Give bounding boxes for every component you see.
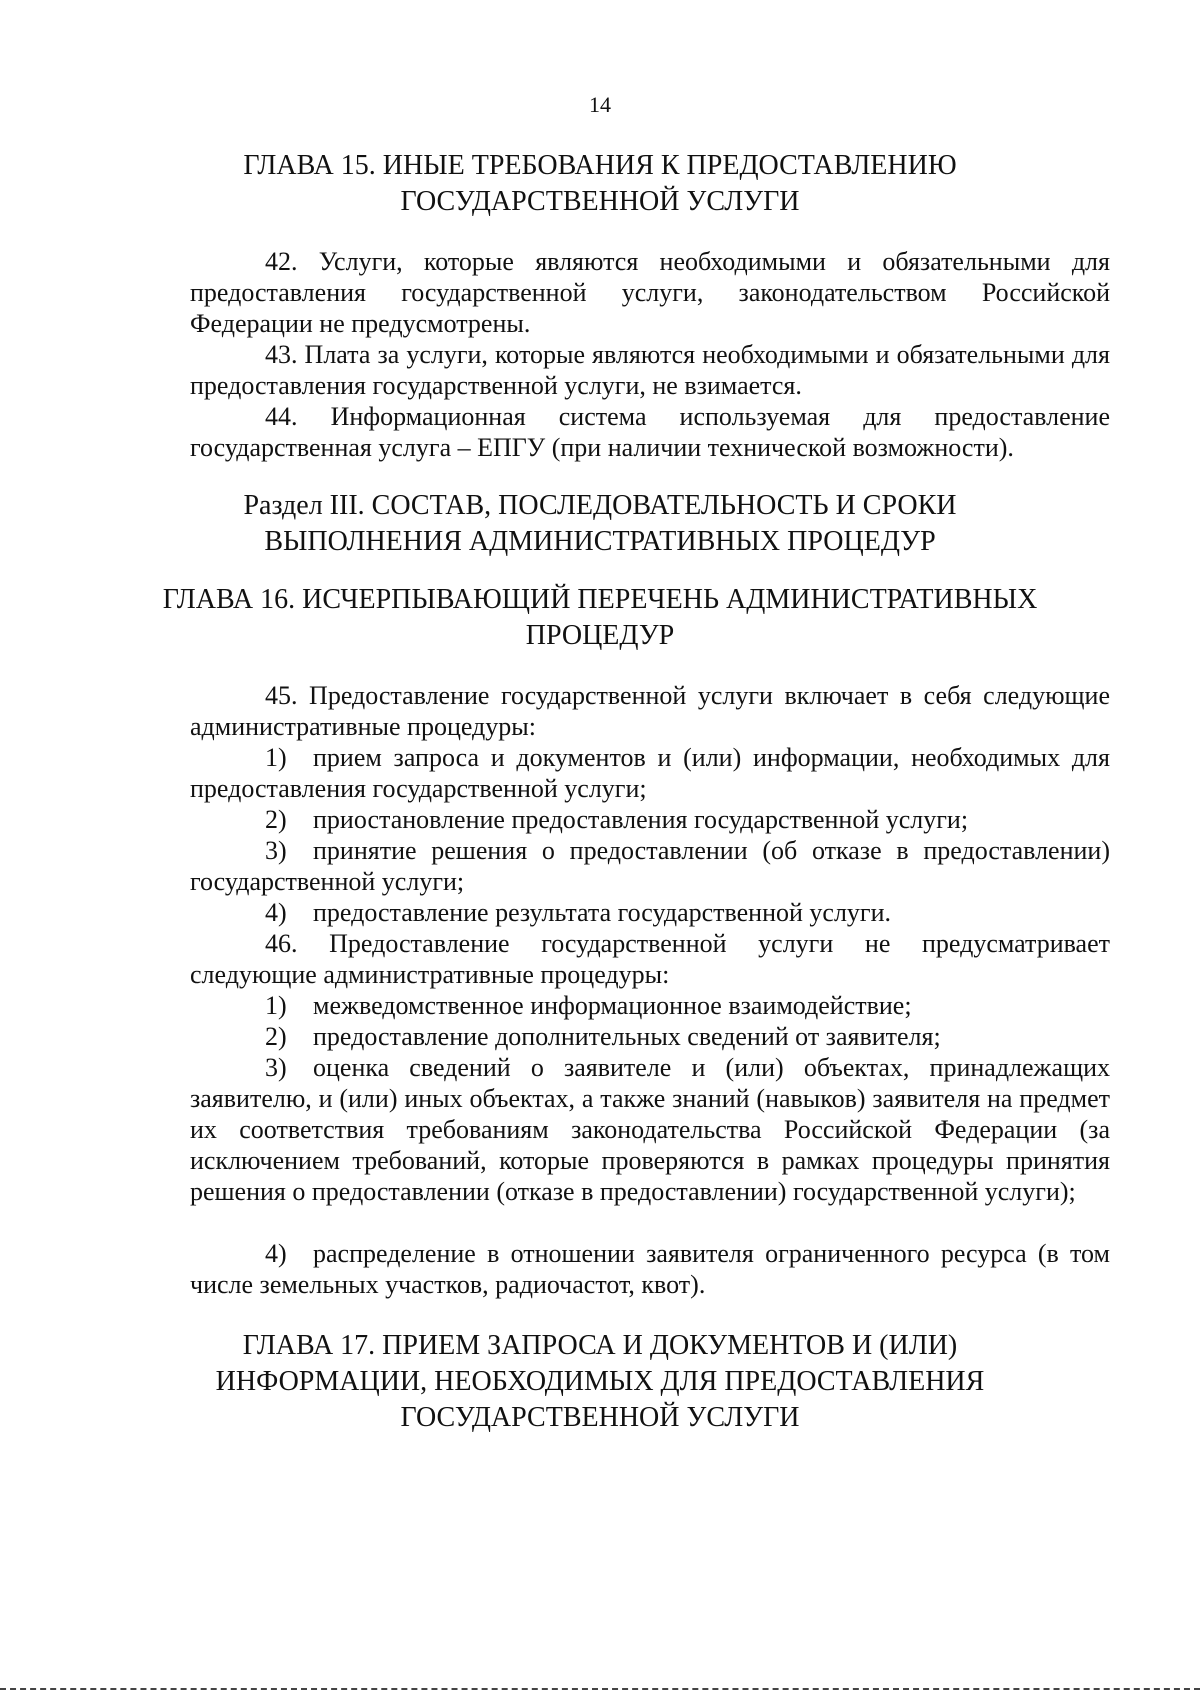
p46-item-1: 1) межведомственное информационное взаимодействие; (265, 991, 912, 1020)
p45-item-1: 1) прием запроса и документов и (или) информации, необходимых для предоставления государственной услуги; (190, 743, 1110, 803)
chapter-17-title: ГЛАВА 17. ПРИЕМ ЗАПРОСА И ДОКУМЕНТОВ И (ИЛИ) ИНФОРМАЦИИ, НЕОБХОДИМЫХ ДЛЯ ПРЕДОСТАВЛЕНИЯ ГОСУДАРСТВЕННОЙ УСЛУГИ (215, 1330, 985, 1433)
page-number: 14 (589, 92, 611, 117)
paragraph-43: 43. Плата за услуги, которые являются необходимыми и обязательными для предоставления государственной услуги, не взимается. (190, 340, 1110, 400)
chapter-15-title: ГЛАВА 15. ИНЫЕ ТРЕБОВАНИЯ К ПРЕДОСТАВЛЕНИЮ ГОСУДАРСТВЕННОЙ УСЛУГИ (243, 150, 957, 217)
section-3-title: Раздел III. СОСТАВ, ПОСЛЕДОВАТЕЛЬНОСТЬ И СРОКИ ВЫПОЛНЕНИЯ АДМИНИСТРАТИВНЫХ ПРОЦЕДУР (243, 490, 957, 557)
p45-item-3: 3) принятие решения о предоставлении (об отказе в предоставлении) государственной услуги; (190, 836, 1110, 896)
paragraph-44: 44. Информационная система используемая для предоставление государственная услуга – ЕПГУ (при наличии технической возможности). (190, 402, 1110, 462)
p46-item-3: 3) оценка сведений о заявителе и (или) объектах, принадлежащих заявителю, и (или) иных объектах, а также знаний (навыков) заявителя на предмет их соответствия требованиям законодательства Российской Федерации (за исключением требований, которые проверяются в рамках процедуры принятия решения о предоставлении (отказе в предоставлении) государственной услуги); (190, 1053, 1110, 1206)
p45-item-4: 4) предоставление результата государственной услуги. (265, 898, 892, 927)
paragraph-46: 46. Предоставление государственной услуги не предусматривает следующие административные процедуры: (190, 929, 1110, 989)
paragraph-42: 42. Услуги, которые являются необходимыми и обязательными для предоставления государственной услуги, законодательством Российской Федерации не предусмотрены. (190, 247, 1110, 338)
chapter-16-title: ГЛАВА 16. ИСЧЕРПЫВАЮЩИЙ ПЕРЕЧЕНЬ АДМИНИСТРАТИВНЫХ ПРОЦЕДУР (162, 584, 1038, 651)
p45-item-2: 2) приостановление предоставления государственной услуги; (265, 805, 969, 834)
p46-item-2: 2) предоставление дополнительных сведений от заявителя; (265, 1022, 941, 1051)
footer-rule (0, 1688, 1200, 1690)
p46-item-4: 4) распределение в отношении заявителя ограниченного ресурса (в том числе земельных участков, радиочастот, квот). (190, 1239, 1110, 1299)
paragraph-45: 45. Предоставление государственной услуги включает в себя следующие административные процедуры: (190, 681, 1110, 741)
